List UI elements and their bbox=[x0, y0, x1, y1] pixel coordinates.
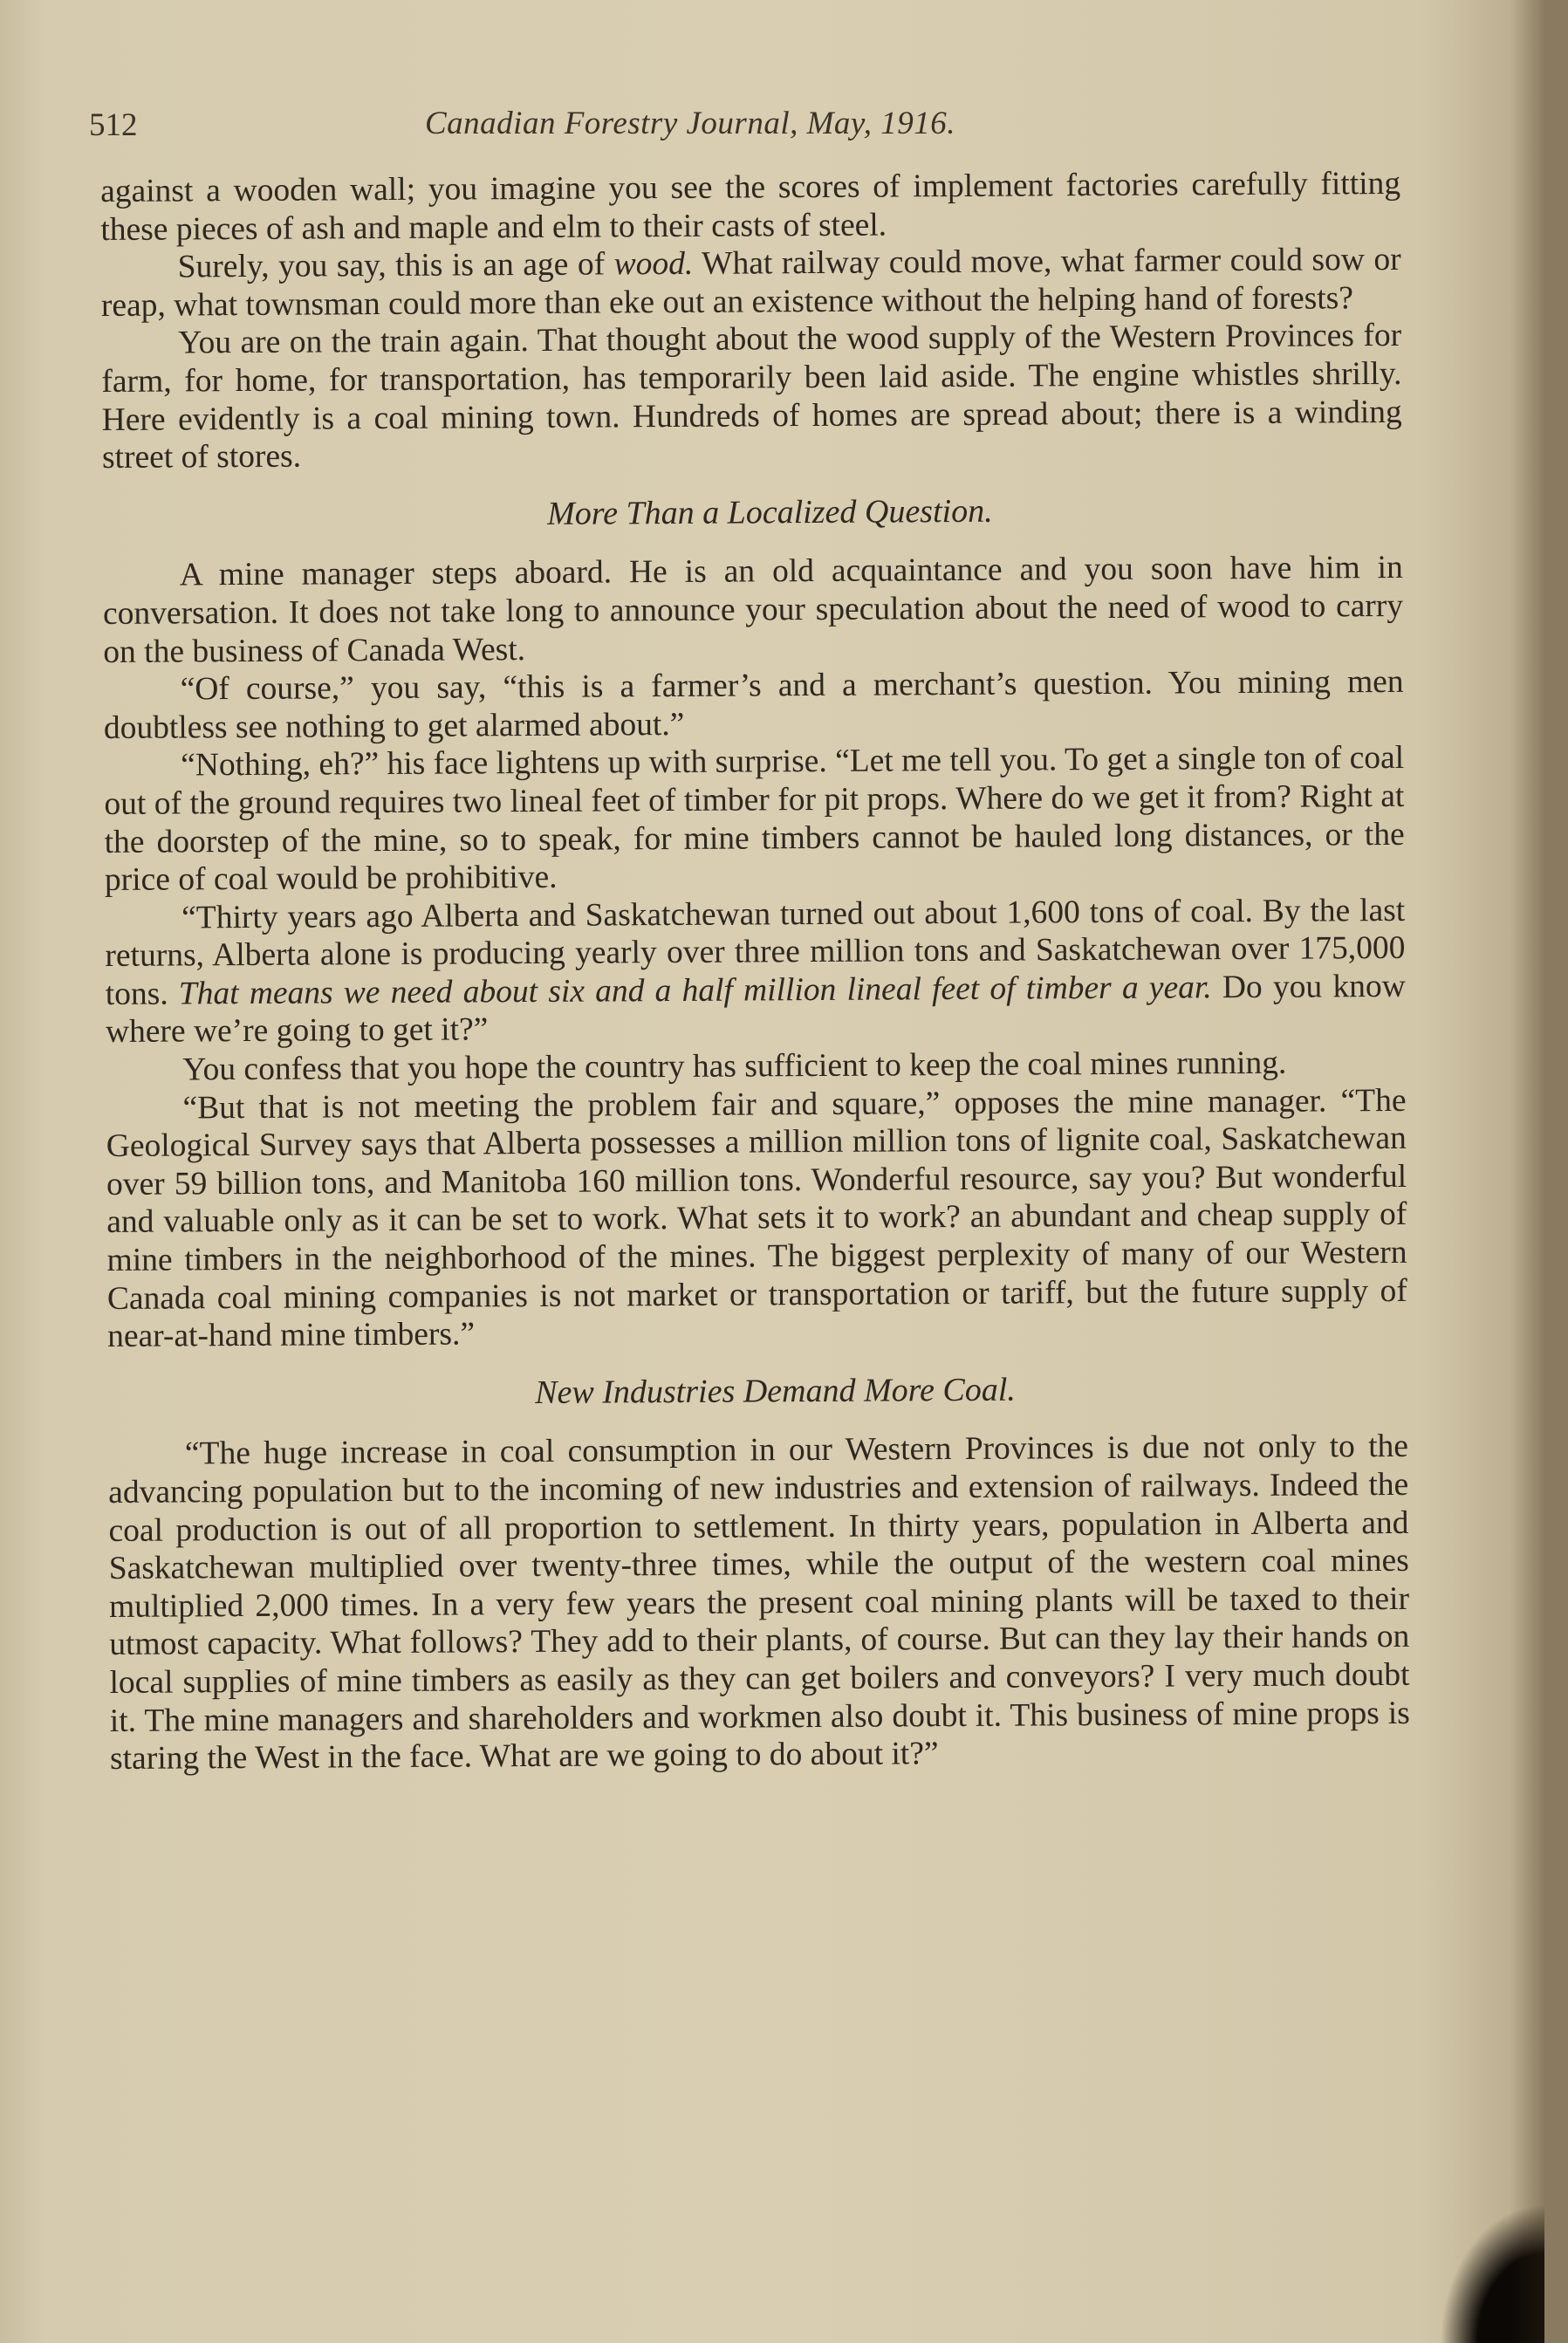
text-run: Surely, you say, this is an age of bbox=[177, 246, 614, 285]
paragraph: against a wooden wall; you imagine you see the scores of implement factories carefully fitting these pieces of ash and maple and elm to their casts of steel. bbox=[100, 165, 1401, 248]
text-run: Do you know where we’re going to get it?” bbox=[105, 968, 1406, 1051]
emphasis-text: wood. bbox=[613, 246, 694, 283]
paragraph: A mine manager steps aboard. He is an old acquaintance and you soon have him in conversation. It does not take long to announce your speculation about the need of wood to carry on the business of Canada West. bbox=[102, 550, 1404, 670]
text-run: What railway could move, what farmer could sow or reap, what townsman could more than eke out an existence without the helping hand of forests? bbox=[100, 242, 1401, 324]
section-heading: More Than a Localized Question. bbox=[547, 492, 993, 532]
paragraph: You are on the train again. That thought about the wood supply of the Western Provinces for farm, for home, for transportation, has temporarily been laid aside. The engine whistles shrilly. Here evidently is a coal mining town. Hundreds of homes are spread about; there is a winding street of stores. bbox=[101, 318, 1402, 476]
paragraph bbox=[105, 892, 1406, 1052]
page-number: 512 bbox=[89, 107, 138, 143]
paragraph: “Of course,” you say, “this is a farmer’s and a merchant’s question. You mining men doubtless see nothing to get alarmed about.” bbox=[103, 664, 1404, 746]
paragraph: “Nothing, eh?” his face lightens up with surprise. “Let me tell you. To get a single ton of coal out of the ground requires two lineal feet of timber for pit props. Where do we get it from? Right at the doorstep of the mine, so to speak, for mine timbers cannot be hauled long distances, or the price of coal would be prohibitive. bbox=[104, 740, 1405, 899]
emphasis-text: That means we need about six and a half million lineal feet of timber a year. bbox=[178, 969, 1212, 1012]
paragraph: “The huge increase in coal consumption in our Western Provinces is due not only to the advancing population but to the incoming of new industries and extension of railways. Indeed the coal production is out of all proportion to settlement. In thirty years, population in Alberta and Saskatchewan multiplied over twenty-three times, while the output of the western coal mines multiplied 2,000 times. In a very few years the present coal mining plants will be taxed to their utmost capacity. What follows? They add to their plants, of course. But can they lay their hands on local supplies of mine timbers as easily as they can get boilers and conveyors? I very much doubt it. The mine managers and shareholders and workmen also doubt it. This business of mine props is staring the West in the face. What are we going to do about it?” bbox=[108, 1428, 1410, 1778]
running-title: Canadian Forestry Journal, May, 1916. bbox=[425, 106, 956, 141]
paragraph: “But that is not meeting the problem fair and square,” opposes the mine manager. “The Geological Survey says that Alberta possesses a million million tons of lignite coal, Saskatchewan over 59 billion tons, and Manitoba 160 million tons. Wonderful resource, say you? But wonderful and valuable only as it can be set to work. What sets it to work? an abundant and cheap supply of mine timbers in the neighborhood of the mines. The biggest perplexity of many of our Western Canada coal mining companies is not market or transportation or tariff, but the future supply of near-at-hand mine timbers.” bbox=[106, 1082, 1407, 1355]
article-body bbox=[100, 165, 1410, 1778]
paragraph: You confess that you hope the country has sufficient to keep the coal mines running. bbox=[182, 1045, 1287, 1088]
text-run: “Thirty years ago Alberta and Saskatchewan turned out about 1,600 tons of coal. By the last returns, Alberta alone is producing yearly over three million tons and Saskatchewan over 175,000 tons. bbox=[105, 892, 1406, 1012]
page-header bbox=[89, 96, 1450, 148]
binding-shadow bbox=[1440, 2203, 1544, 2343]
paragraph bbox=[101, 241, 1402, 325]
section-heading: New Industries Demand More Coal. bbox=[535, 1371, 1016, 1411]
